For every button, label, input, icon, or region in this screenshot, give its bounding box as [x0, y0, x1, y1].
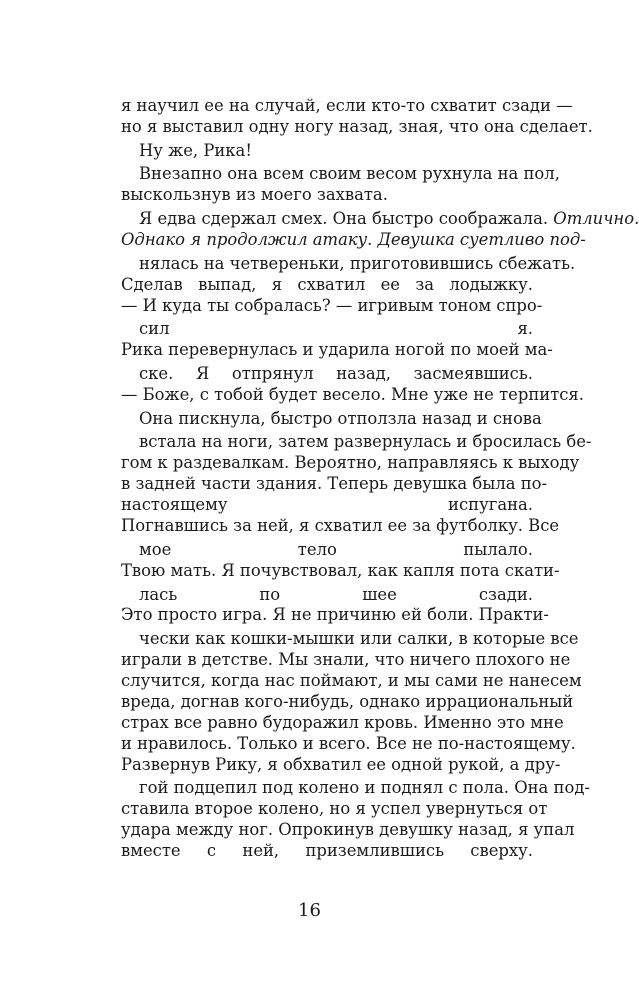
- text-line: Ну же, Рика!: [139, 140, 252, 160]
- text-line: настоящему испугана.: [121, 495, 533, 515]
- text-line: нялась на четвереньки, приготовившись сбежать.: [139, 253, 576, 273]
- italic-text: Отлично.: [553, 209, 639, 229]
- text-line: Твою мать. Я почувствовал, как капля пота скати-: [121, 560, 560, 580]
- page-number: 16: [298, 900, 321, 921]
- text-line: гом к раздевалкам. Вероятно, направляясь к выходу: [121, 453, 580, 473]
- text-line: но я выставил одну ногу назад, зная, что она сделает.: [121, 116, 593, 136]
- text-line: удара между ног. Опрокинув девушку назад, я упал: [121, 820, 575, 840]
- text-line: Это просто игра. Я не причиню ей боли. Практи-: [121, 605, 549, 625]
- italic-text: Однако я продолжил атаку. Девушка суетливо под-: [121, 230, 586, 250]
- text-line: выскользнув из моего захвата.: [121, 185, 388, 205]
- text-line: [121, 209, 639, 230]
- text-line: Она пискнула, быстро отползла назад и снова: [139, 408, 542, 428]
- text-line: Погнавшись за ней, я схватил ее за футболку. Все: [121, 516, 560, 536]
- text-line: сил я.: [139, 319, 533, 339]
- text-line: играли в детстве. Мы знали, что ничего плохого не: [121, 650, 571, 670]
- text-line: мое тело пылало.: [139, 539, 533, 559]
- text-line: Сделав выпад, я схватил ее за лодыжку.: [121, 274, 533, 294]
- text-line: чески как кошки-мышки или салки, в которые все: [139, 629, 579, 649]
- text-line: страх все равно будоражил кровь. Именно это мне: [121, 712, 564, 732]
- text-line: вместе с ней, приземлившись сверху.: [121, 840, 533, 860]
- text-segment: Я едва сдержал смех. Она быстро соображала.: [139, 209, 554, 229]
- text-line: Развернув Рику, я обхватил ее одной рукой, а дру-: [121, 754, 561, 774]
- text-line: случится, когда нас поймают, и мы сами не нанесем: [121, 670, 582, 690]
- text-line: — И куда ты собралась? — игривым тоном спро-: [121, 295, 543, 315]
- text-line: гой подцепил под колено и поднял с пола. Она под-: [139, 778, 590, 798]
- text-line: [121, 862, 533, 883]
- text-line: в задней части здания. Теперь девушка была по-: [121, 474, 548, 494]
- body-text: [121, 96, 639, 883]
- text-line: встала на ноги, затем развернулась и бросилась бе-: [139, 432, 592, 452]
- text-line: ставила второе колено, но я успел увернуться от: [121, 799, 548, 819]
- text-line: ске. Я отпрянул назад, засмеявшись.: [139, 364, 533, 384]
- text-line: Рика перевернулась и ударила ногой по моей ма-: [121, 340, 553, 360]
- text-line: [121, 230, 586, 251]
- text-line: вреда, догнав кого-нибудь, однако иррациональный: [121, 691, 574, 711]
- text-line: я научил ее на случай, если кто-то схватит сзади —: [121, 96, 573, 115]
- text-line: и нравилось. Только и всего. Все не по-настоящему.: [121, 733, 576, 753]
- text-line: — Боже, с тобой будет весело. Мне уже не терпится.: [121, 384, 584, 404]
- text-line: лась по шее сзади.: [139, 584, 533, 604]
- text-line: Внезапно она всем своим весом рухнула на пол,: [139, 164, 560, 184]
